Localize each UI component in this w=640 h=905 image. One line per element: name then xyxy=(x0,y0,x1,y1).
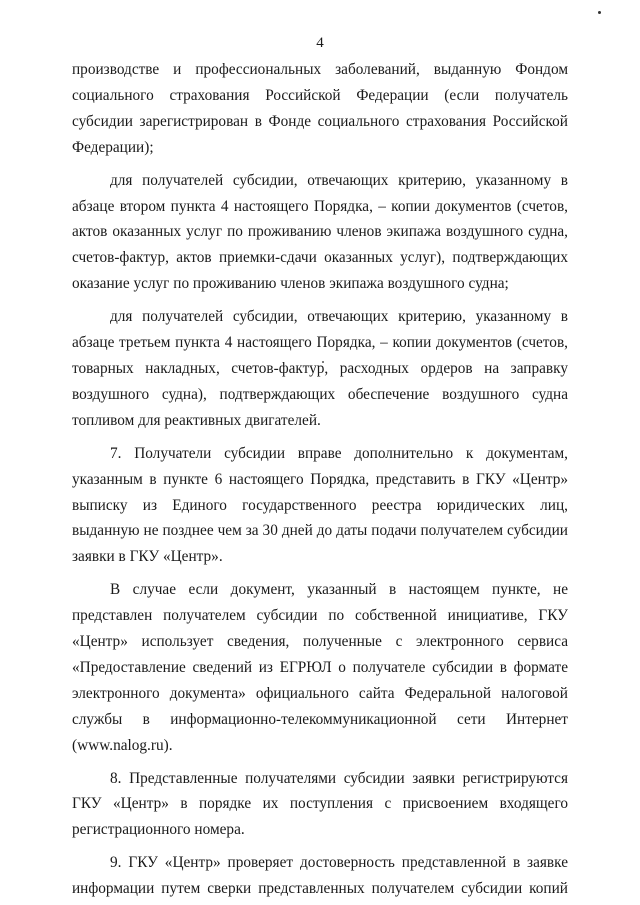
paragraph-item-7: 7. Получатели субсидии вправе дополнительно к документам, указанным в пункте 6 настоящего Порядка, представить в ГКУ «Центр» выписку из Единого государственного реестра юридических лиц, выданную не позднее чем за 30 дней до даты подачи получателем субсидии заявки в ГКУ «Центр». xyxy=(72,444,568,566)
document-body xyxy=(72,57,568,902)
scan-mark xyxy=(598,11,601,14)
paragraph-jet-fuel: для получателей субсидии, отвечающих критерию, указанному в абзаце третьем пункта 4 настоящего Порядка, – копии документов (счетов, товарных накладных, счетов-фактур, расходных ордеров на заправку воздушного судна), подтверждающих обеспечение воздушного судна топливом для реактивных двигателей. xyxy=(72,308,568,429)
paragraph-continuation: производстве и профессиональных заболеваний, выданную Фондом социального страхования Российской Федерации (если получатель субсидии зарегистрирован в Фонде социального страхования Российской Федерации); xyxy=(72,61,568,156)
paragraph-item-9: 9. ГКУ «Центр» проверяет достоверность представленной в заявке информации путем сверки представленных получателем субсидии копий xyxy=(72,854,568,898)
page-number: 4 xyxy=(316,35,324,51)
paragraph-crew-accommodation: для получателей субсидии, отвечающих критерию, указанному в абзаце втором пункта 4 настоящего Порядка, – копии документов (счетов, актов оказанных услуг по проживанию членов экипажа воздушного судна, счетов-фактур, актов приемки-сдачи оказанных услуг), подтверждающих оказание услуг по проживанию членов экипажа воздушного судна; xyxy=(72,171,568,293)
paragraph-item-8: 8. Представленные получателями субсидии заявки регистрируются ГКУ «Центр» в порядке их поступления с присвоением входящего регистрационного номера. xyxy=(72,769,568,839)
paragraph-egrul-service: В случае если документ, указанный в настоящем пункте, не представлен получателем субсидии по собственной инициативе, ГКУ «Центр» использует сведения, полученные с электронного сервиса «Предоставление сведений из ЕГРЮЛ о получателе субсидии в формате электронного документа» официального сайта Федеральной налоговой службы в информационно-телекоммуникационной сети Интернет (www.nalog.ru). xyxy=(72,581,568,754)
